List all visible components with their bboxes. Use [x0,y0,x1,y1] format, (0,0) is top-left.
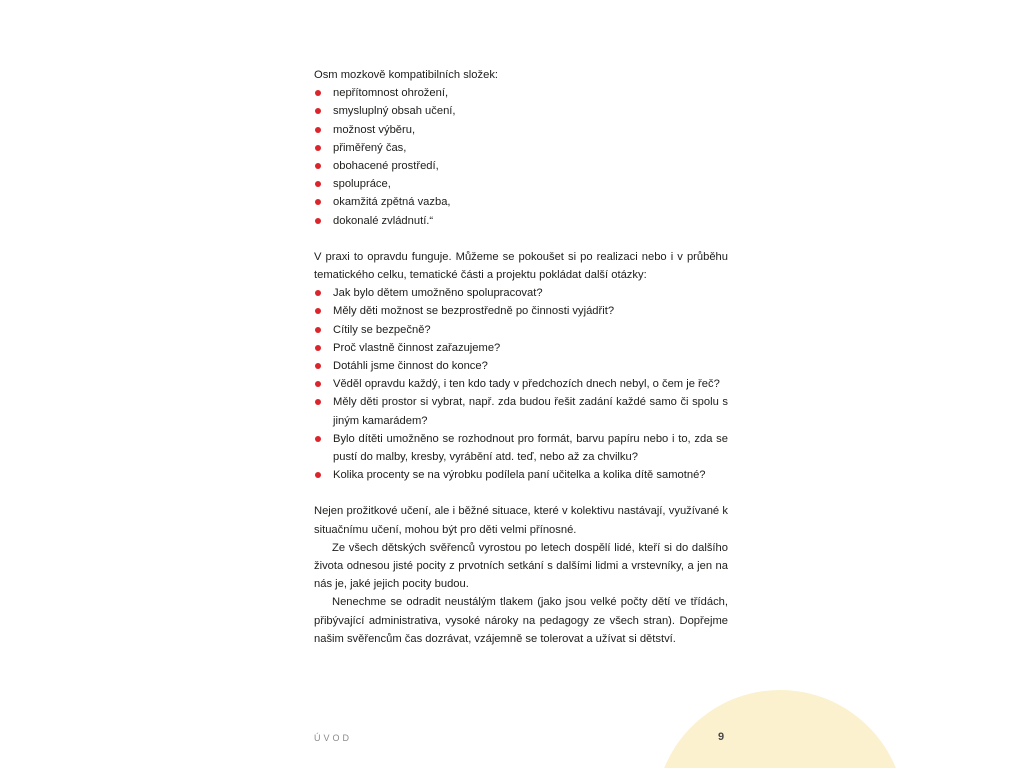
list-item-text: spolupráce, [333,178,391,191]
page-number: 9 [718,731,725,743]
page-content [314,66,728,648]
list-item-text: Jak bylo dětem umožněno spolupracovat? [333,287,543,300]
list-item [314,212,728,230]
list-item [314,284,728,302]
list-item-text: Dotáhli jsme činnost do konce? [333,360,488,373]
list-item-text: nepřítomnost ohrožení, [333,87,449,100]
list-item [314,157,728,175]
list-item-text: dokonalé zvládnutí.“ [333,214,434,227]
list-item [314,393,728,429]
list-item-text: Bylo dítěti umožněno se rozhodnout pro formát, barvu papíru nebo i to, zda se pustí do malby, kresby, vyrábění atd. teď, nebo až za chvilku? [333,432,728,464]
list-item [314,102,728,120]
bullet-icon [315,127,321,133]
list-item-text: možnost výběru, [333,123,416,136]
list-item [314,84,728,102]
list-item-text: Měly děti možnost se bezprostředně po činnosti vyjádřit? [333,305,615,318]
bullet-icon [315,345,321,351]
decorative-circle [655,690,905,768]
bullet-icon [315,218,321,224]
list-item-text: obohacené prostředí, [333,160,439,173]
list-item [314,321,728,339]
bullet-icon [315,290,321,296]
list-item-text: Měly děti prostor si vybrat, např. zda budou řešit zadání každé samo či spolu s jiným kamarádem? [333,396,728,427]
paragraph-future-adults: Ze všech dětských svěřenců vyrostou po letech dospělí lidé, kteří si do dalšího života odnesou jisté pocity z prvotních setkání s dalšími lidmi a vrstevníky, a jen na nás je, jaké jejich pocity budou. [314,541,728,591]
list-item [314,175,728,193]
list-item [314,375,728,393]
bullet-icon [315,90,321,96]
list-item-text: Cítily se bezpečně? [333,323,431,336]
list-item-text: Kolika procenty se na výrobku podílela paní učitelka a kolika dítě samotné? [333,469,706,482]
list-item-text: přiměřený čas, [333,141,407,154]
list-intro-questions: V praxi to opravdu funguje. Můžeme se pokoušet si po realizaci nebo i v průběhu tematického celku, tematické části a projektu pokládat další otázky: [314,250,728,282]
bullet-icon [315,363,321,369]
list-item-text: okamžitá zpětná vazba, [333,196,451,209]
list-item [314,121,728,139]
list-item [314,193,728,211]
list-item [314,357,728,375]
list-item-text: smysluplný obsah učení, [333,105,456,118]
bullet-icon [315,108,321,114]
list-item-text: Věděl opravdu každý, i ten kdo tady v předchozích dnech nebyl, o čem je řeč? [333,378,720,391]
list-item [314,466,728,484]
list-item [314,302,728,320]
list-item [314,139,728,157]
questions-list [314,284,728,484]
bullet-icon [315,163,321,169]
bullet-icon [315,381,321,387]
bullet-icon [315,181,321,187]
paragraph-encouragement: Nenechme se odradit neustálým tlakem (jako jsou velké počty dětí ve třídách, přibývající administrativa, vysoké nároky na pedagogy ze všech stran). Dopřejme našim svěřencům čas dozrávat, vzájemně se tolerovat a užívat si dětství. [314,596,728,645]
bullet-icon [315,308,321,314]
bullet-icon [315,436,321,442]
list-item-text: Proč vlastně činnost zařazujeme? [333,341,501,354]
bullet-icon [315,399,321,405]
bullet-icon [315,199,321,205]
bullet-icon [315,145,321,151]
footer-section-label: ÚVOD [314,733,353,743]
list-item [314,339,728,357]
list-item [314,430,728,466]
bullet-icon [315,327,321,333]
paragraph-situational-learning: Nejen prožitkové učení, ale i běžné situace, které v kolektivu nastávají, využívané k situačnímu učení, mohou být pro děti velmi přínosné. [314,505,728,536]
bullet-icon [315,472,321,478]
components-list [314,84,728,230]
list-intro-components: Osm mozkově kompatibilních složek: [314,69,499,81]
